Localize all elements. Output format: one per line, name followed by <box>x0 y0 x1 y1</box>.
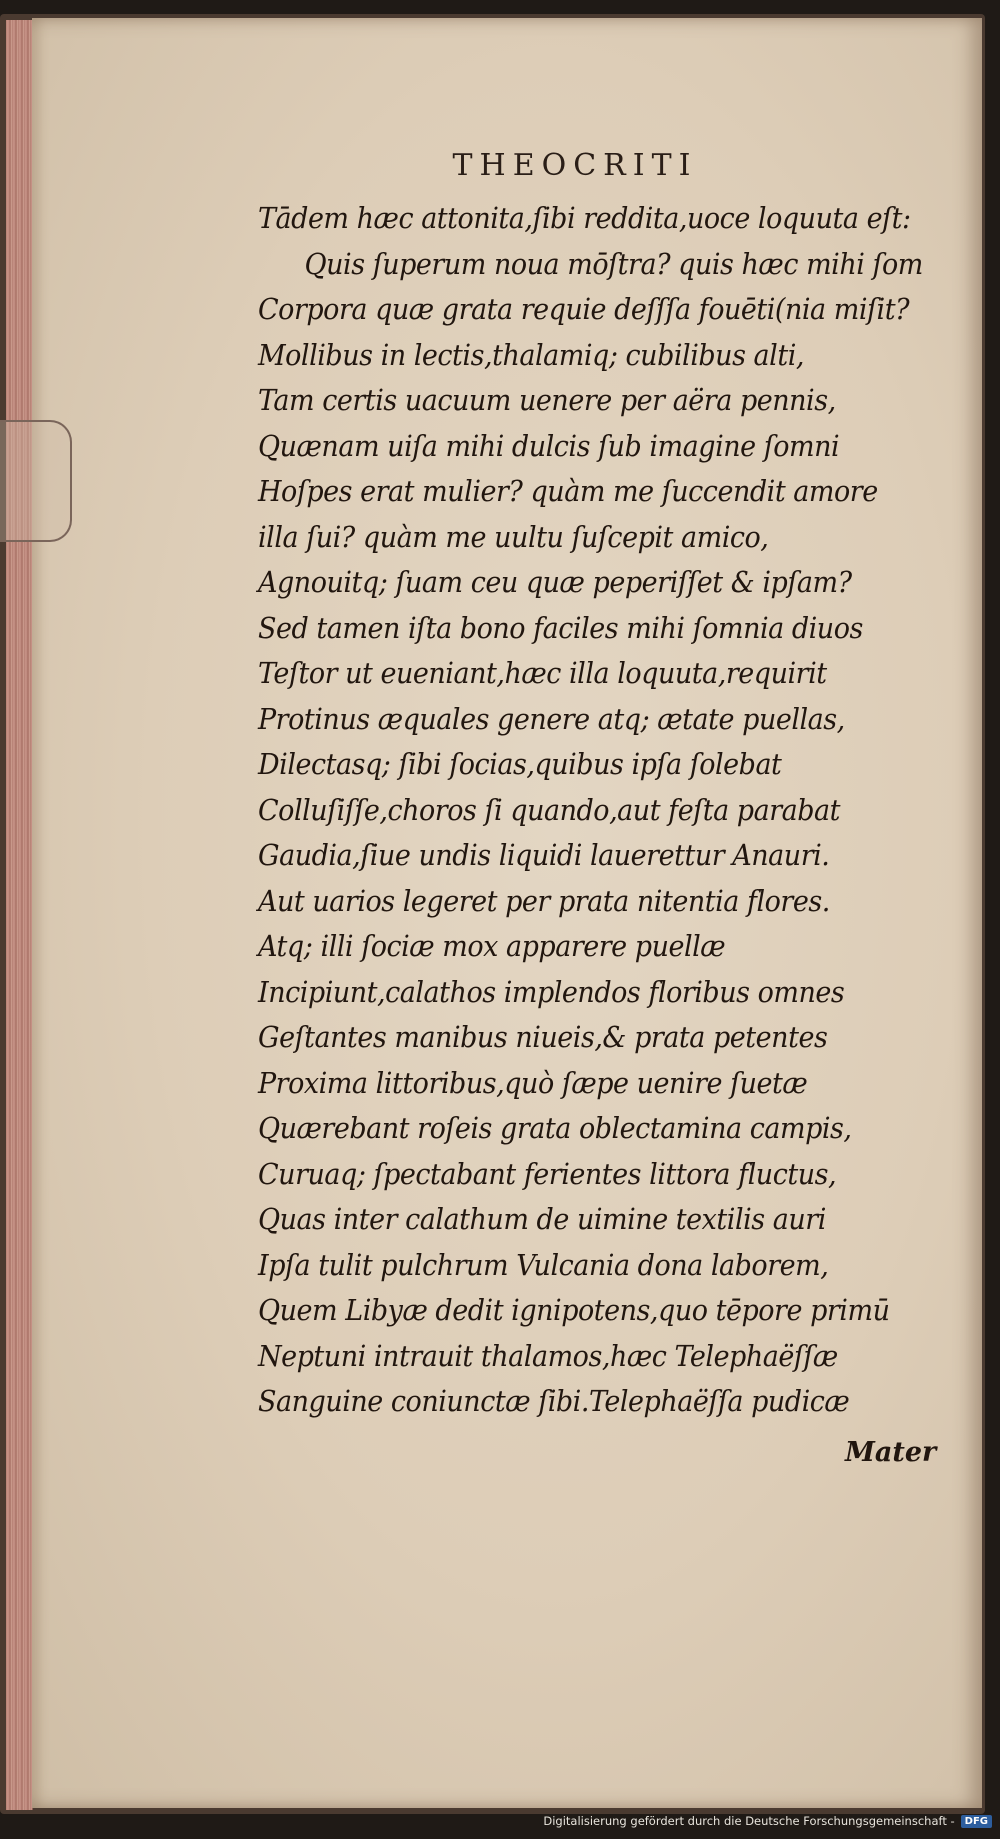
verse-line: illa ſui? quàm me uultu ſuſcepit amico, <box>258 519 769 554</box>
credit-text: Digitalisierung gefördert durch die Deutsche Forschungsgemeinschaft - <box>543 1814 955 1828</box>
verse-line: Tādem hæc attonita,ſibi reddita,uoce loquuta eſt: <box>258 201 911 235</box>
verse-line: Protinus æquales genere atq; ætate puellas, <box>258 701 845 736</box>
verse-line: Ipſa tulit pulchrum Vulcania dona laborem, <box>258 1247 829 1282</box>
verse-line: Agnouitq; ſuam ceu quæ peperiſſet & ipſam? <box>258 565 852 599</box>
verse-line: Sed tamen iſta bono faciles mihi ſomnia diuos <box>258 610 863 645</box>
verse-line: Gaudia,ſiue undis liquidi lauerettur Anauri. <box>258 838 830 872</box>
page-block-edge <box>6 20 33 1810</box>
verse-line: Colluſiſſe,choros ſi quando,aut feſta parabat <box>258 792 841 827</box>
verse-line: Teſtor ut eueniant,hæc illa loquuta,requirit <box>258 656 827 690</box>
verse-line: Atq; illi ſociæ mox apparere puellæ <box>258 929 726 963</box>
dfg-logo: DFG <box>961 1815 992 1828</box>
verse-line: Quas inter calathum de uimine textilis auri <box>258 1202 826 1236</box>
verse-line: Dilectasq; ſibi ſocias,quibus ipſa ſolebat <box>258 747 782 781</box>
verse-line: Geſtantes manibus niueis,& prata petentes <box>258 1020 828 1054</box>
verse-line: Neptuni intrauit thalamos,hæc Telephaëſſæ <box>258 1338 838 1373</box>
verse-line: Sanguine coniunctæ ſibi.Telephaëſſa pudicæ <box>258 1384 850 1418</box>
verse-line: Mollibus in lectis,thalamiq; cubilibus alti, <box>258 337 804 372</box>
verse-list <box>258 196 968 1425</box>
verse-line: Aut uarios legeret per prata nitentia flores. <box>258 883 830 918</box>
verse-line: Tam certis uacuum uenere per aëra pennis, <box>258 383 836 417</box>
verse-line: Corpora quæ grata requie deſſſa fouēti(nia miſit? <box>258 292 910 326</box>
catchword: Mater <box>845 1437 937 1468</box>
verse-line: Quænam uiſa mihi dulcis ſub imagine ſomni <box>258 428 840 463</box>
verse-line: Hoſpes erat mulier? quàm me ſuccendit amore <box>258 474 878 508</box>
verse-line: Proxima littoribus,quò ſæpe uenire ſuetæ <box>258 1065 808 1100</box>
verse-line: Quis ſuperum noua mōſtra? quis hæc mihi ſom <box>304 246 923 281</box>
verse-line: Curuaq; ſpectabant ferientes littora fluctus, <box>258 1156 837 1191</box>
bookmark-tab <box>0 420 72 542</box>
verse-line: Quem Libyæ dedit ignipotens,quo tēpore primū <box>258 1293 890 1327</box>
running-head: THEOCRITI <box>452 148 698 183</box>
digitization-credit <box>543 1811 992 1831</box>
verse-line: Quærebant roſeis grata oblectamina campis, <box>258 1111 852 1145</box>
verse-line: Incipiunt,calathos implendos floribus omnes <box>258 974 845 1009</box>
